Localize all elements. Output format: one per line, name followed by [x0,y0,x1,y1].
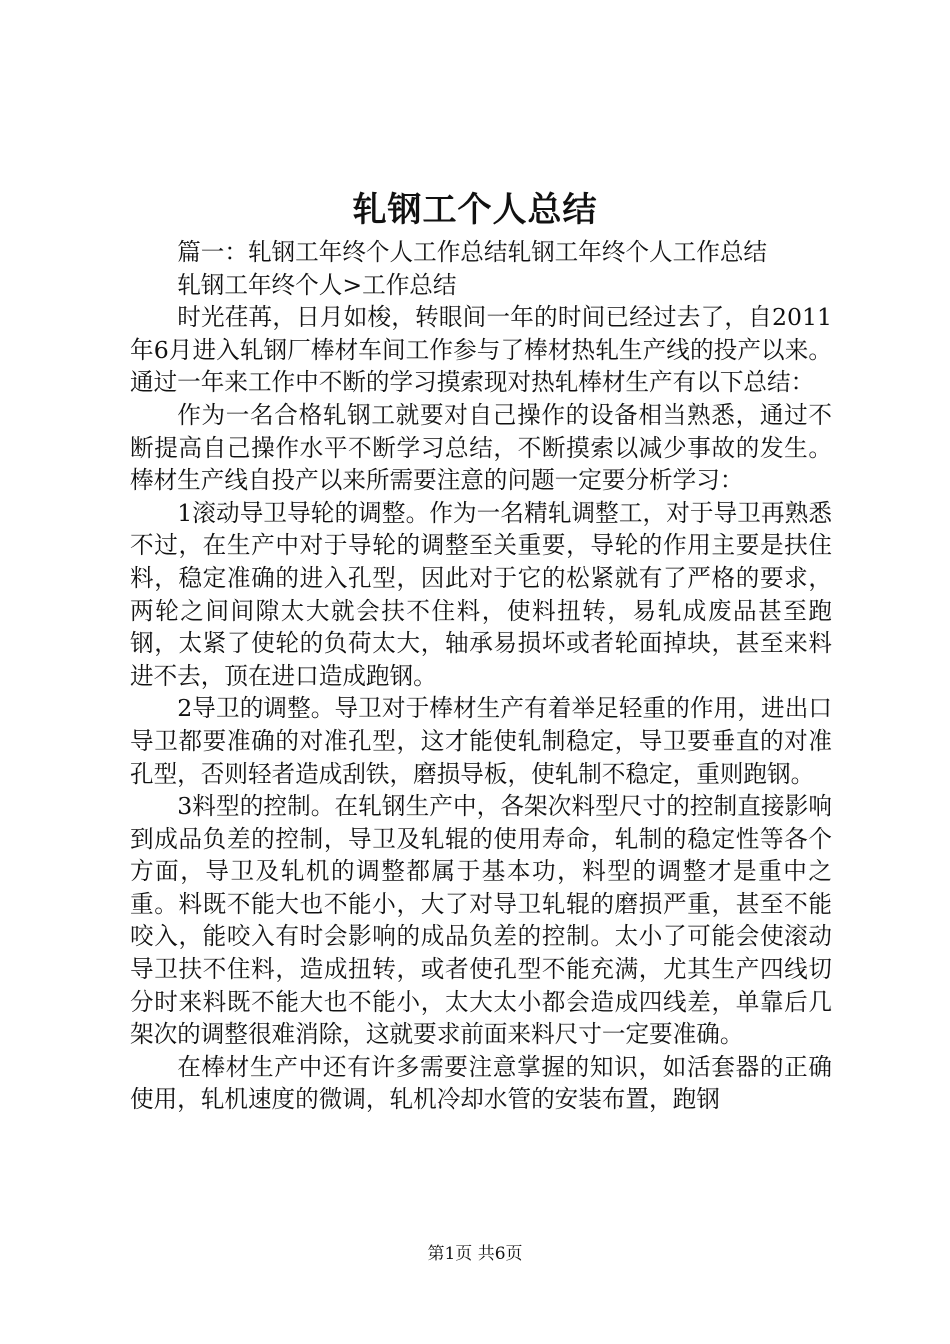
page-footer: 第1页 共6页 [427,1244,523,1264]
paragraph-closing: 在棒材生产中还有许多需要注意掌握的知识，如活套器的正确使用，轧机速度的微调，轧机冷却水管的安装布置，跑钢 [130,1052,832,1114]
paragraph-heading: 篇一：轧钢工年终个人工作总结轧钢工年终个人工作总结 [177,238,768,266]
paragraph-requirements: 作为一名合格轧钢工就要对自己操作的设备相当熟悉，通过不断提高自己操作水平不断学习总结，不断摸索以减少事故的发生。棒材生产线自投产以来所需要注意的问题一定要分析学习： [130,400,832,495]
paragraph-point-3: 3料型的控制。在轧钢生产中，各架次料型尺寸的控制直接影响到成品负差的控制，导卫及轧辊的使用寿命，轧制的稳定性等各个方面，导卫及轧机的调整都属于基本功，料型的调整才是重中之重。料既不能大也不能小，大了对导卫轧辊的磨损严重，甚至不能咬入，能咬入有时会影响的成品负差的控制。太小了可能会使滚动导卫扶不住料，造成扭转，或者使孔型不能充满，尤其生产四线切分时来料既不能大也不能小，太大太小都会造成四线差，单靠后几架次的调整很难消除，这就要求前面来料尺寸一定要准确。 [130,792,832,1049]
paragraph-subheading: 轧钢工年终个人>工作总结 [177,270,457,299]
document-body [130,236,832,1116]
paragraph-point-1: 1滚动导卫导轮的调整。作为一名精轧调整工，对于导卫再熟悉不过，在生产中对于导轮的调整至关重要，导轮的作用主要是扶住料，稳定准确的进入孔型，因此对于它的松紧就有了严格的要求，两轮之间间隙太大就会扶不住料，使料扭转，易轧成废品甚至跑钢，太紧了使轮的负荷太大，轴承易损坏或者轮面掉块，甚至来料进不去，顶在进口造成跑钢。 [130,498,832,690]
paragraph-point-2: 2导卫的调整。导卫对于棒材生产有着举足轻重的作用，进出口导卫都要准确的对准孔型，这才能使轧制稳定，导卫要垂直的对准孔型，否则轻者造成刮铁，磨损导板，使轧制不稳定，重则跑钢。 [130,694,832,788]
document-title: 轧钢工个人总结 [352,190,598,230]
paragraph-intro: 时光荏苒，日月如梭，转眼间一年的时间已经过去了，自2011年6月进入轧钢厂棒材车间工作参与了棒材热轧生产线的投产以来。通过一年来工作中不断的学习摸索现对热轧棒材生产有以下总结： [130,303,832,397]
